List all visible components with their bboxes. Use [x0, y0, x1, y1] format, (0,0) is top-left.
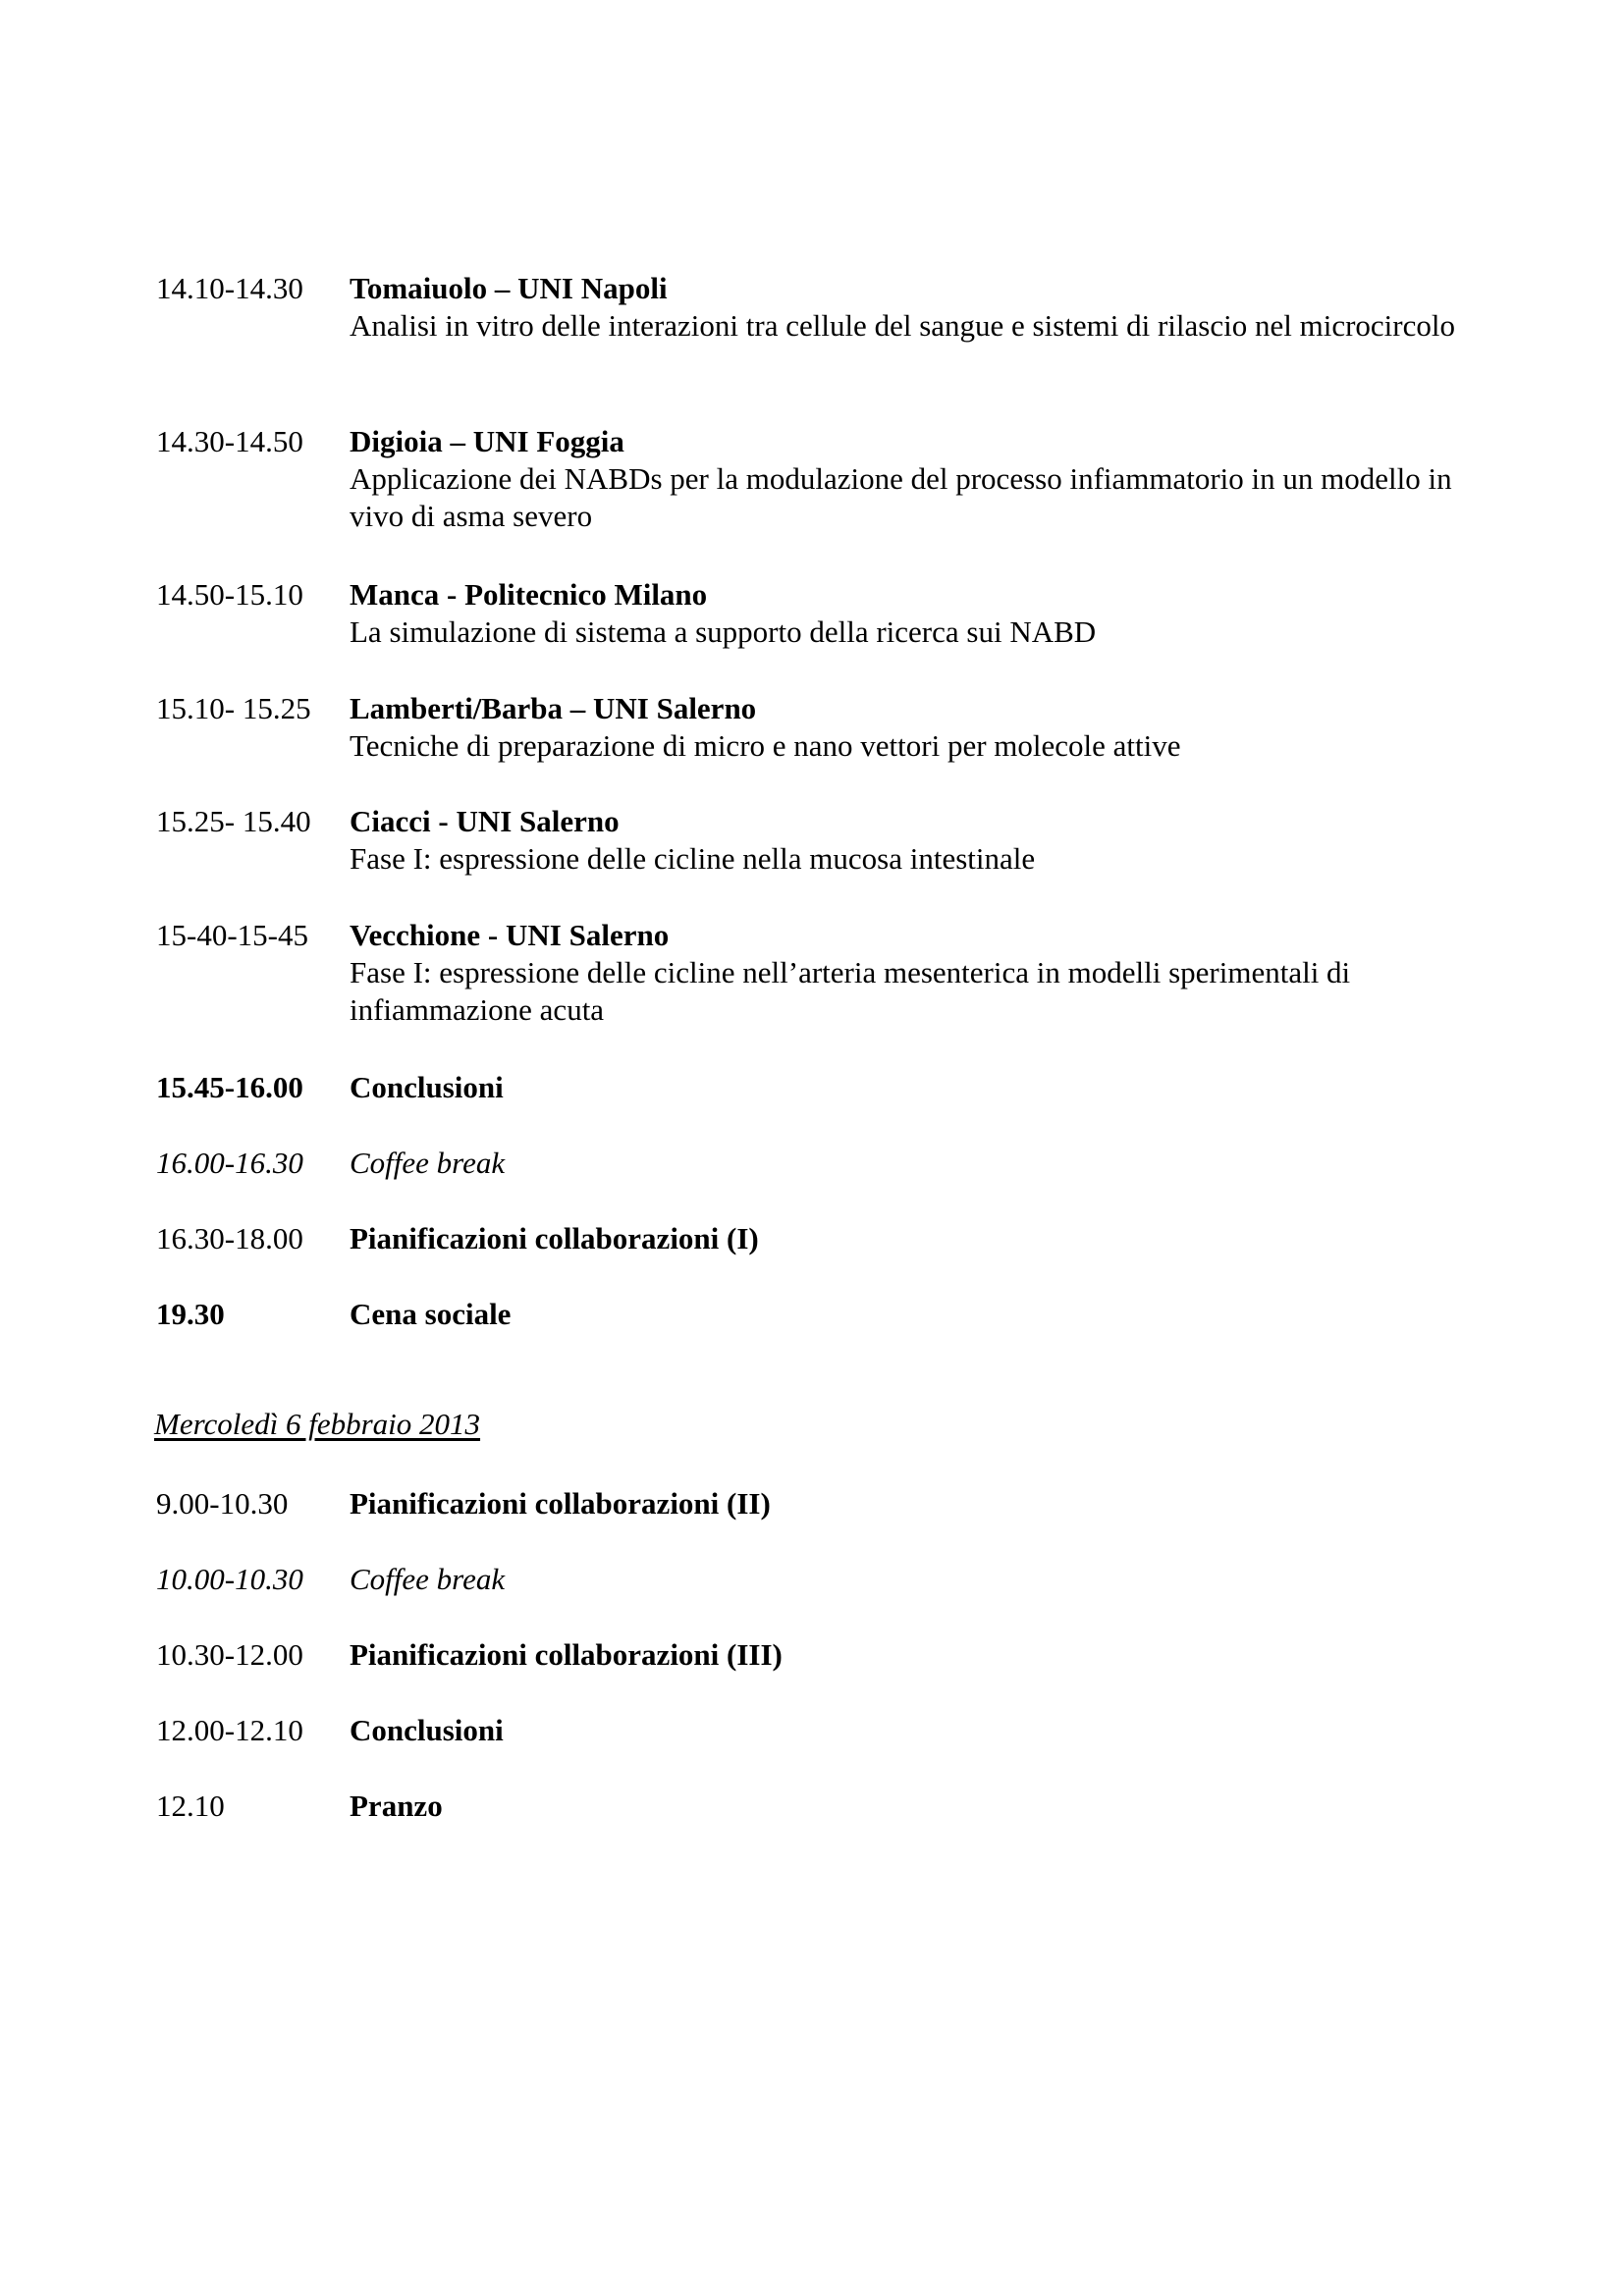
session-title: Coffee break — [350, 1562, 506, 1596]
session-title: Cena sociale — [350, 1297, 512, 1331]
session-item — [156, 1069, 1472, 1106]
session-time: 14.50-15.10 — [156, 577, 303, 612]
session-description: Analisi in vitro delle interazioni tra cellule del sangue e sistemi di rilascio nel microcircolo — [350, 308, 1455, 343]
session-item — [156, 917, 1472, 1029]
session-speaker: Vecchione - UNI Salerno — [350, 918, 670, 952]
session-title: Coffee break — [350, 1146, 506, 1180]
session-description: La simulazione di sistema a supporto della ricerca sui NABD — [350, 614, 1097, 649]
session-time: 9.00-10.30 — [156, 1486, 289, 1521]
session-time: 14.10-14.30 — [156, 271, 303, 305]
session-time: 16.30-18.00 — [156, 1221, 303, 1255]
session-item — [156, 690, 1472, 765]
session-item — [156, 1485, 1472, 1522]
session-time: 16.00-16.30 — [156, 1146, 303, 1180]
session-item — [156, 270, 1472, 345]
session-item — [156, 1220, 1472, 1257]
session-time: 14.30-14.50 — [156, 424, 303, 458]
session-time: 12.00-12.10 — [156, 1713, 303, 1747]
session-time: 15.25- 15.40 — [156, 804, 311, 838]
session-title: Pianificazioni collaborazioni (II) — [350, 1486, 771, 1521]
session-time: 19.30 — [156, 1297, 225, 1331]
session-speaker: Manca - Politecnico Milano — [350, 577, 708, 612]
session-item — [156, 1296, 1472, 1333]
session-description: Applicazione dei NABDs per la modulazione del processo infiammatorio in un modello in vivo di asma severo — [350, 461, 1452, 533]
session-title: Conclusioni — [350, 1713, 504, 1747]
session-description: Fase I: espressione delle cicline nell’arteria mesenterica in modelli sperimentali di infiammazione acuta — [350, 955, 1351, 1027]
session-speaker: Tomaiuolo – UNI Napoli — [350, 271, 668, 305]
session-speaker: Digioia – UNI Foggia — [350, 424, 624, 458]
session-item — [156, 576, 1472, 651]
session-item — [156, 1636, 1472, 1674]
session-speaker: Lamberti/Barba – UNI Salerno — [350, 691, 757, 725]
session-time: 12.10 — [156, 1789, 225, 1823]
session-item — [156, 1788, 1472, 1825]
session-description: Fase I: espressione delle cicline nella mucosa intestinale — [350, 841, 1036, 876]
session-time: 15.45-16.00 — [156, 1070, 303, 1104]
session-item — [156, 1145, 1472, 1182]
session-time: 15-40-15-45 — [156, 918, 308, 952]
session-item — [156, 1712, 1472, 1749]
session-description: Tecniche di preparazione di micro e nano vettori per molecole attive — [350, 728, 1181, 763]
day-heading: Mercoledì 6 febbraio 2013 — [154, 1407, 481, 1441]
session-time: 10.00-10.30 — [156, 1562, 303, 1596]
session-item — [156, 423, 1472, 535]
session-time: 15.10- 15.25 — [156, 691, 311, 725]
session-speaker: Ciacci - UNI Salerno — [350, 804, 620, 838]
session-item — [156, 803, 1472, 878]
session-title: Conclusioni — [350, 1070, 504, 1104]
session-title: Pianificazioni collaborazioni (III) — [350, 1637, 783, 1672]
session-item — [156, 1561, 1472, 1598]
session-time: 10.30-12.00 — [156, 1637, 303, 1672]
session-title: Pranzo — [350, 1789, 443, 1823]
session-title: Pianificazioni collaborazioni (I) — [350, 1221, 759, 1255]
